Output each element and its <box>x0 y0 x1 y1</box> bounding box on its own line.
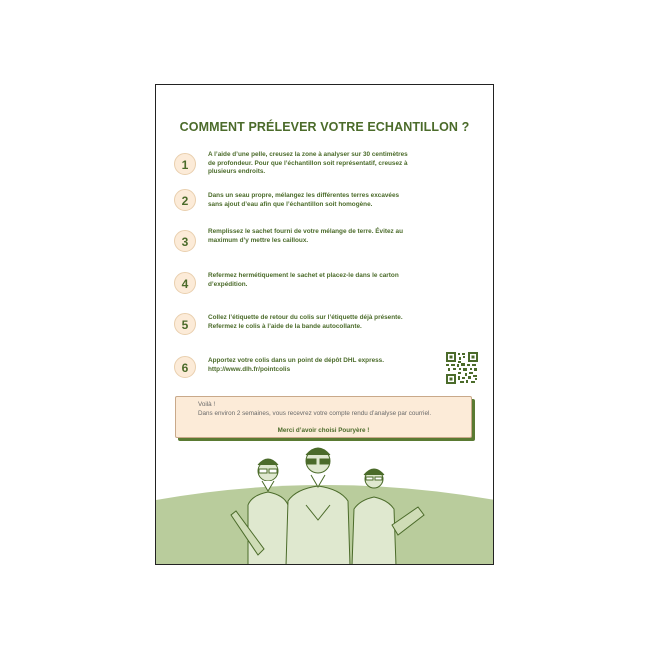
step-number-badge: 1 <box>174 153 196 175</box>
step-number-badge: 2 <box>174 189 196 211</box>
step-text: Remplissez le sachet fourni de votre mélange de terre. Évitez au maximum d’y mettre les cailloux. <box>208 228 403 244</box>
step-6 <box>174 356 474 386</box>
page-title: COMMENT PRÉLEVER VOTRE ECHANTILLON ? <box>179 120 470 134</box>
step-text: A l’aide d’une pelle, creusez la zone à analyser sur 30 centimètres de profondeur. Pour que l’échantillon soit représentatif, creusez à plusieurs endroits. <box>208 151 408 176</box>
step-text: Collez l’étiquette de retour du colis sur l’étiquette déjà présente. Refermez le colis à l’aide de la bande autocollante. <box>208 314 403 330</box>
step-4 <box>174 272 474 302</box>
completion-note <box>175 396 472 438</box>
instruction-sheet <box>155 84 494 565</box>
qr-code-icon[interactable] <box>446 352 478 384</box>
step-1 <box>174 153 474 183</box>
step-number-badge: 4 <box>174 272 196 294</box>
step-number-badge: 5 <box>174 313 196 335</box>
step-number-badge: 6 <box>174 356 196 378</box>
step-text: Refermez hermétiquement le sachet et placez-le dans le carton d’expédition. <box>208 272 399 288</box>
step-text: Dans un seau propre, mélangez les différentes terres excavées sans ajout d’eau afin que l’échantillon soit homogène. <box>208 192 400 208</box>
note-intro: Voilà ! <box>198 401 216 408</box>
scientists-illustration <box>156 445 494 565</box>
dhl-link[interactable]: http://www.dlh.fr/pointcolis <box>208 365 291 373</box>
note-message: Dans environ 2 semaines, vous recevrez votre compte rendu d’analyse par courriel. <box>198 410 432 417</box>
note-thanks: Merci d’avoir choisi Pouryère ! <box>277 427 370 434</box>
step-5 <box>174 313 474 343</box>
step-3 <box>174 230 474 260</box>
step-2 <box>174 189 474 219</box>
step-number-badge: 3 <box>174 230 196 252</box>
step-text: Apportez votre colis dans un point de dépôt DHL express. http://www.dlh.fr/pointcolis <box>208 357 428 374</box>
